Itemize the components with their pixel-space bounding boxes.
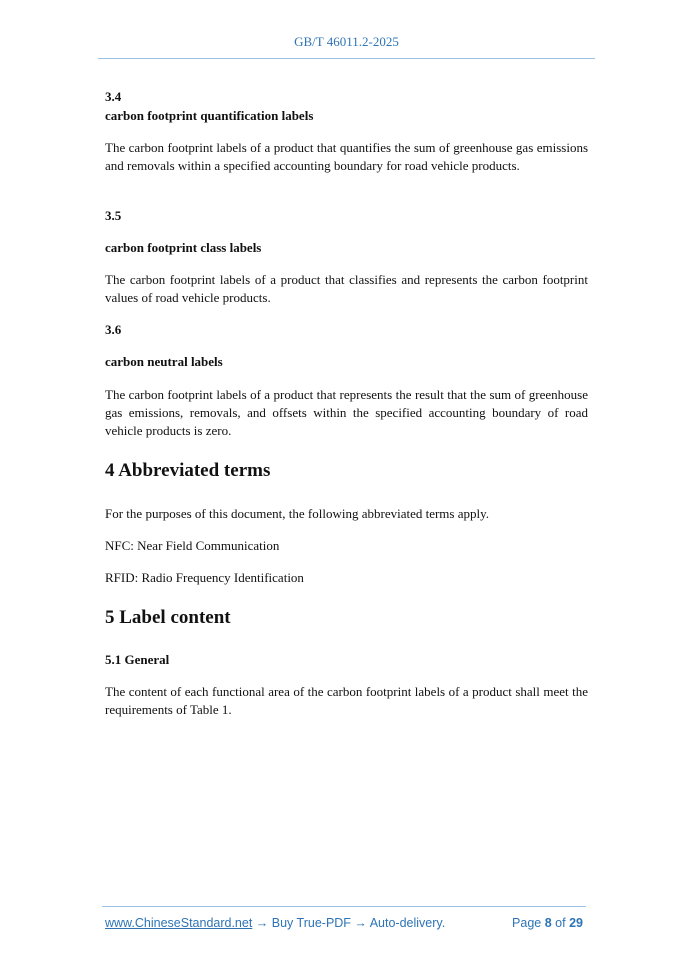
paragraph: The content of each functional area of the carbon footprint labels of a product shall meet the requirements of Table 1.: [105, 684, 588, 717]
header-divider: [98, 58, 595, 59]
term-definition: The carbon footprint labels of a product that represents the result that the sum of greenhouse gas emissions, removals, and offsets within the specified accounting boundary of road vehicle products is zero.: [105, 387, 588, 438]
page-indicator: Page 8 of 29: [512, 916, 583, 930]
clause-number: 3.5: [105, 208, 122, 223]
section-heading: 5 Label content: [105, 607, 231, 628]
section-heading: 4 Abbreviated terms: [105, 460, 271, 481]
footer-divider: [102, 906, 586, 907]
term-definition: The carbon footprint labels of a product that classifies and represents the carbon footprint values of road vehicle products.: [105, 272, 588, 305]
footer-promo: → Buy True-PDF → Auto-delivery.: [252, 916, 446, 930]
term-title: carbon footprint class labels: [105, 240, 262, 255]
document-header: GB/T 46011.2-2025: [294, 34, 399, 49]
clause-number: 3.4: [105, 89, 122, 104]
clause-number: 3.6: [105, 322, 122, 337]
paragraph: For the purposes of this document, the following abbreviated terms apply.: [105, 506, 490, 521]
website-link[interactable]: www.ChineseStandard.net: [105, 916, 253, 930]
footer: [105, 916, 583, 930]
abbreviation-item: RFID: Radio Frequency Identification: [105, 570, 304, 585]
subsection-heading: 5.1 General: [105, 652, 170, 667]
term-definition: The carbon footprint labels of a product that quantifies the sum of greenhouse gas emissions and removals within a specified accounting boundary for road vehicle products.: [105, 140, 588, 173]
term-title: carbon neutral labels: [105, 354, 223, 369]
term-title: carbon footprint quantification labels: [105, 108, 314, 123]
abbreviation-item: NFC: Near Field Communication: [105, 538, 280, 553]
